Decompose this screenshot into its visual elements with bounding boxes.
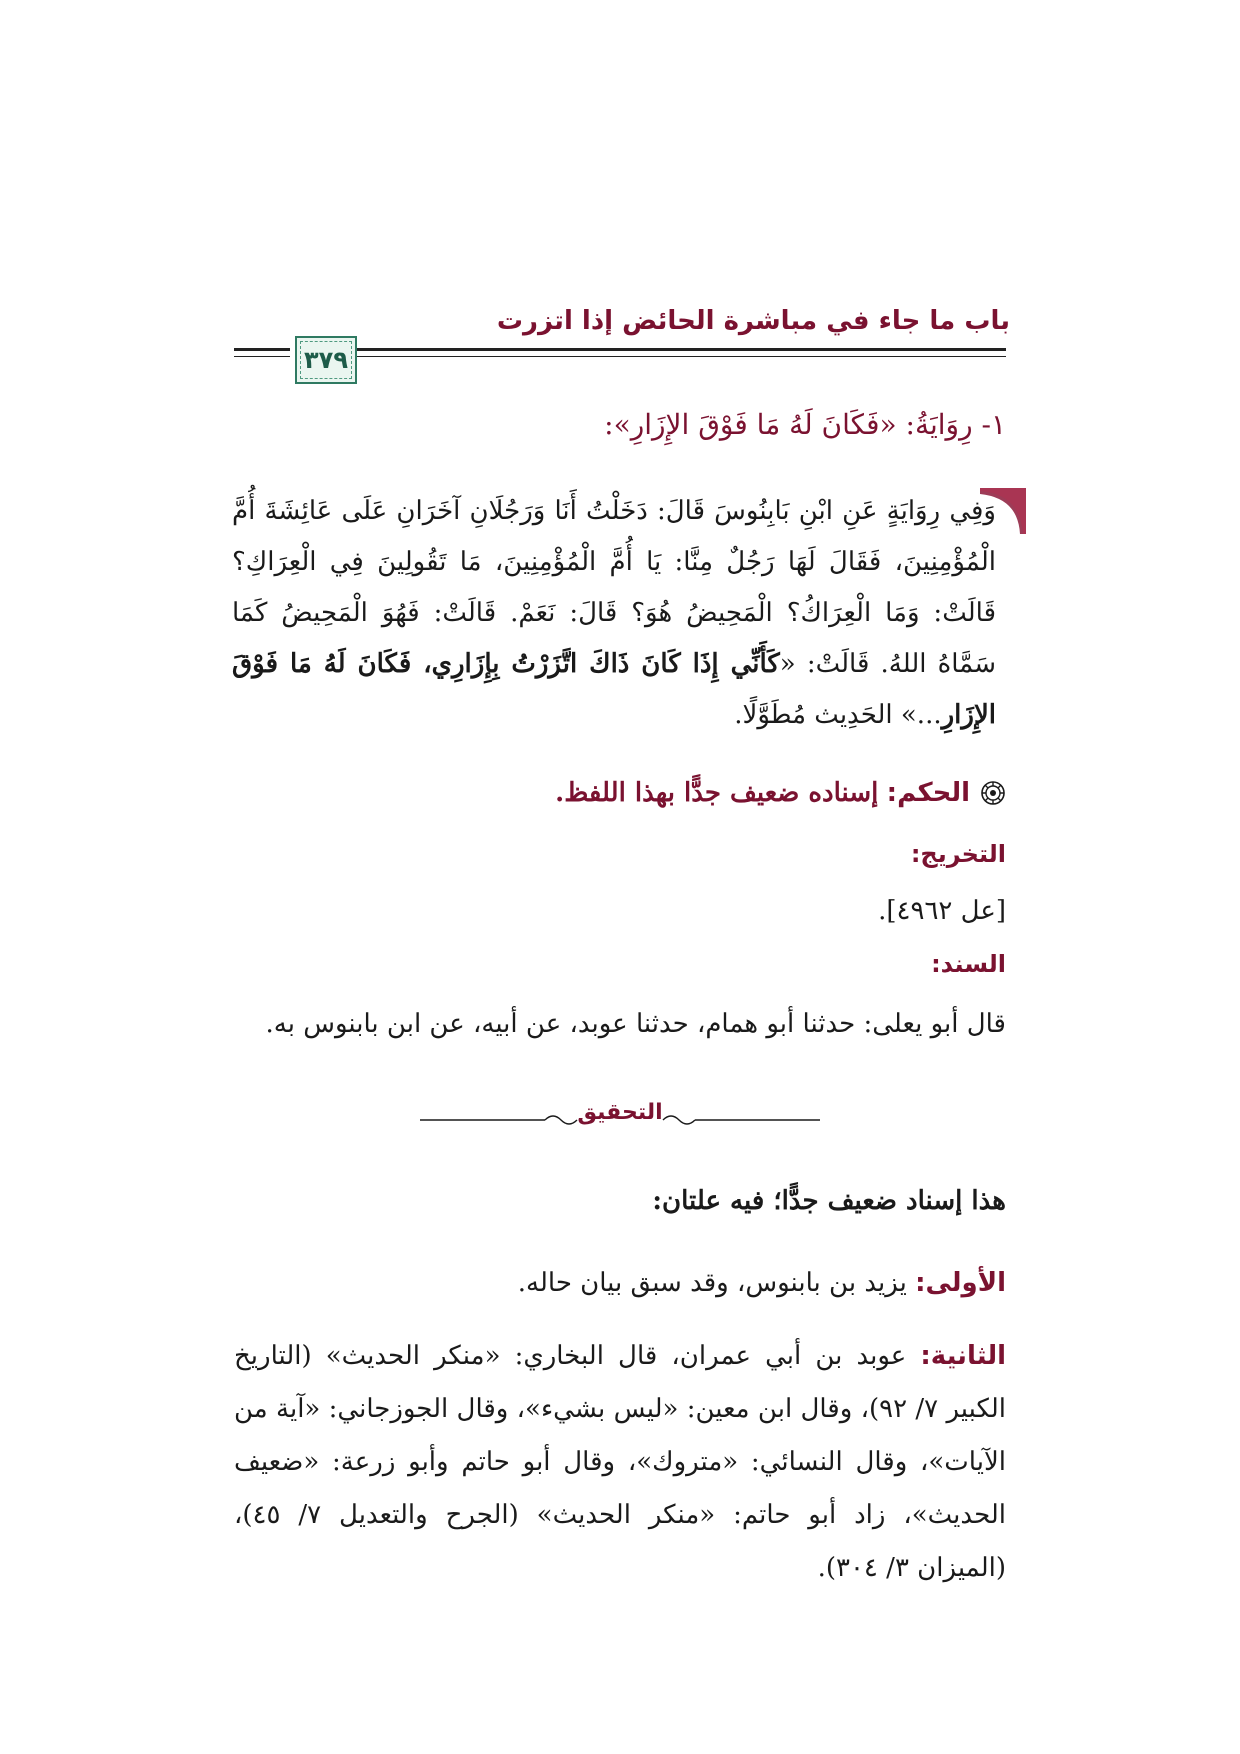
takhrij-reference: [عل ٤٩٦٢]. [878,896,1006,926]
header-rule-left-top [234,348,290,351]
hadith-narration [232,486,996,741]
narration-bold-text: كَأَنِّي إِذَا كَانَ ذَاكَ اتَّزَرْتُ بِإِزَارِي، فَكَانَ لَهُ مَا فَوْقَ الإِزَارِ [232,649,996,730]
page-number-badge [295,336,357,384]
page-number: ٣٧٩ [304,346,348,374]
header-rule-left-bottom [234,356,290,357]
verdict-label: الحكم: [886,778,970,808]
sanad-text: قال أبو يعلى: حدثنا أبو همام، حدثنا عوبد، عن أبيه، عن ابن بابنوس به. [265,1009,1006,1039]
header-rule-bottom [352,356,1006,357]
second-defect-label: الثانية: [920,1341,1006,1371]
section-heading: ١- رِوَايَةُ: «فَكَانَ لَهُ مَا فَوْقَ الإِزَارِ»: [604,408,1006,441]
verdict-text: إسناده ضعيف جدًّا بهذا اللفظ. [555,778,879,808]
narration-text-1: وَفِي رِوَايَةٍ عَنِ ابْنِ بَابِنُوسَ قَالَ: دَخَلْتُ أَنَا وَرَجُلَانِ آخَرَانِ عَلَى عَائِشَةَ أُمَّ الْمُؤْمِنِينَ، فَقَالَ لَهَا رَجُلٌ مِنَّا: يَا أُمَّ الْمُؤْمِنِينَ، مَا تَقُولِينَ فِي الْعِرَاكِ؟ قَالَتْ: وَمَا الْعِرَاكُ؟ الْمَحِيضُ هُوَ؟ قَالَ: نَعَمْ. قَالَتْ: فَهُوَ الْمَحِيضُ كَمَا سَمَّاهُ اللهُ. قَالَتْ: « [232,496,996,679]
tahqiq-intro: هذا إسناد ضعيف جدًّا؛ فيه علتان: [652,1186,1006,1216]
tahqiq-title: التحقيق [577,1100,663,1125]
sanad-label: السند: [931,950,1006,978]
first-defect-label: الأولى: [915,1268,1006,1298]
second-defect [234,1330,1006,1595]
verdict-line [555,778,1006,808]
header-rule-top [352,348,1006,351]
first-defect [518,1268,1006,1298]
second-defect-text: عوبد بن أبي عمران، قال البخاري: «منكر الحديث» (التاريخ الكبير ٧/ ٩٢)، وقال ابن معين: «ليس بشيء»، وقال الجوزجاني: «آية من الآيات»، وقال النسائي: «متروك»، وقال أبو حاتم وأبو زرعة: «ضعيف الحديث»، زاد أبو حاتم: «منكر الحديث» (الجرح والتعديل ٧/ ٤٥)، (الميزان ٣/ ٣٠٤). [234,1341,1006,1583]
narration-text-2: ...» الحَدِيث مُطَوَّلًا. [734,700,942,730]
chapter-title: باب ما جاء في مباشرة الحائض إذا اتزرت [496,306,1010,336]
takhrij-label: التخريج: [910,840,1006,868]
first-defect-text: يزيد بن بابنوس، وقد سبق بيان حاله. [517,1268,907,1298]
rosette-icon [980,780,1006,806]
